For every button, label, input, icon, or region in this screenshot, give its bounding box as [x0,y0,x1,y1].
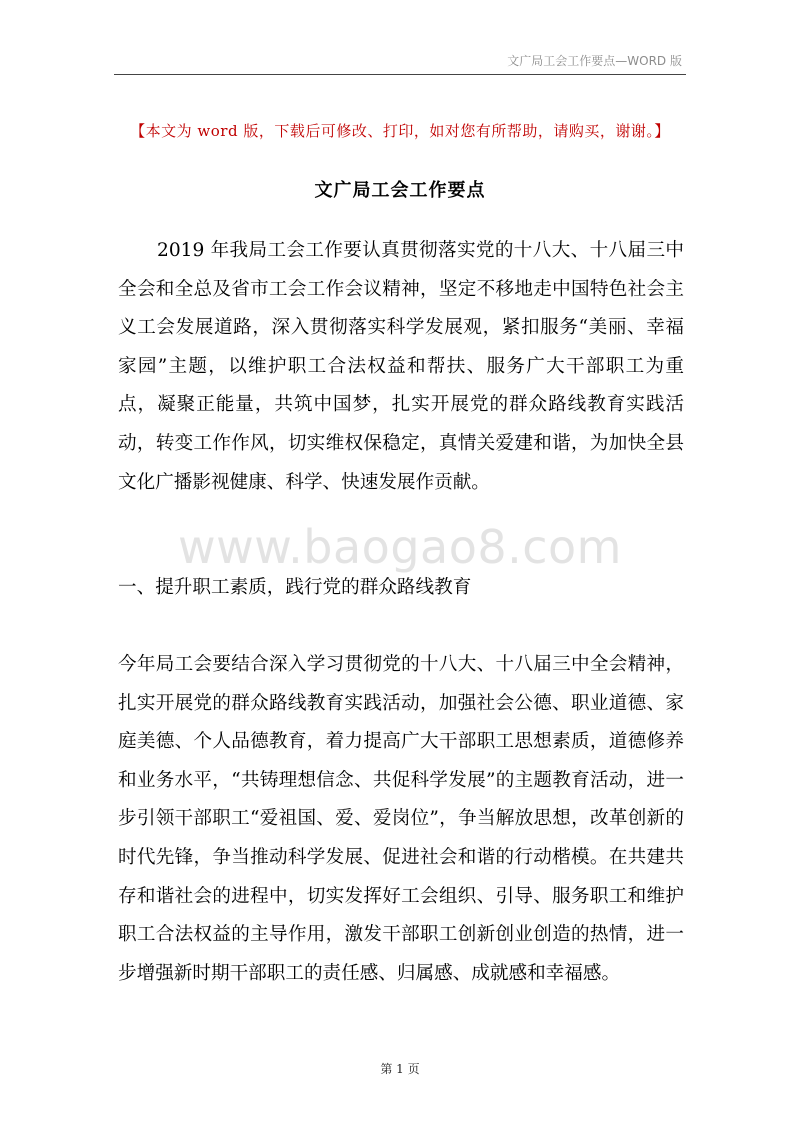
running-header: 文广局工会工作要点—WORD 版 [507,54,682,68]
page-number: 第 1 页 [380,1062,420,1076]
body-paragraph: 今年局工会要结合深入学习贯彻党的十八大、十八届三中全会精神，扎实开展党的群众路线教育实践活动，加强社会公德、职业道德、家庭美德、个人品德教育，着力提高广大干部职工思想素质，道德修养和业务水平，“共铸理想信念、共促科学发展”的主题教育活动，进一步引领干部职工“爱祖国、爱、爱岗位”，争当解放思想，改革创新的时代先锋，争当推动科学发展、促进社会和谐的行动楷模。在共建共存和谐社会的进程中，切实发挥好工会组织、引导、服务职工和维护职工合法权益的主导作用，激发干部职工创新创业创造的热情，进一步增强新时期干部职工的责任感、归属感、成就感和幸福感。 [118,654,684,984]
section-heading: 一、提升职工素质，践行党的群众路线教育 [118,577,472,598]
document-title: 文广局工会工作要点 [314,180,486,201]
watermark: www.baogao8.com [178,520,622,574]
intro-paragraph: 2019 年我局工会工作要认真贯彻落实党的十八大、十八届三中全会和全总及省市工会工作会议精神，坚定不移地走中国特色社会主义工会发展道路，深入贯彻落实科学发展观，紧扣服务“美丽、幸福家园”主题，以维护职工合法权益和帮扶、服务广大干部职工为重点，凝聚正能量，共筑中国梦，扎实开展党的群众路线教育实践活动，转变工作作风，切实维权保稳定，真情关爱建和谐，为加快全县文化广播影视健康、科学、快速发展作贡献。 [118,240,684,493]
header-divider [114,74,686,75]
download-notice: 【本文为 word 版，下载后可修改、打印，如对您有所帮助，请购买，谢谢。】 [130,122,670,140]
